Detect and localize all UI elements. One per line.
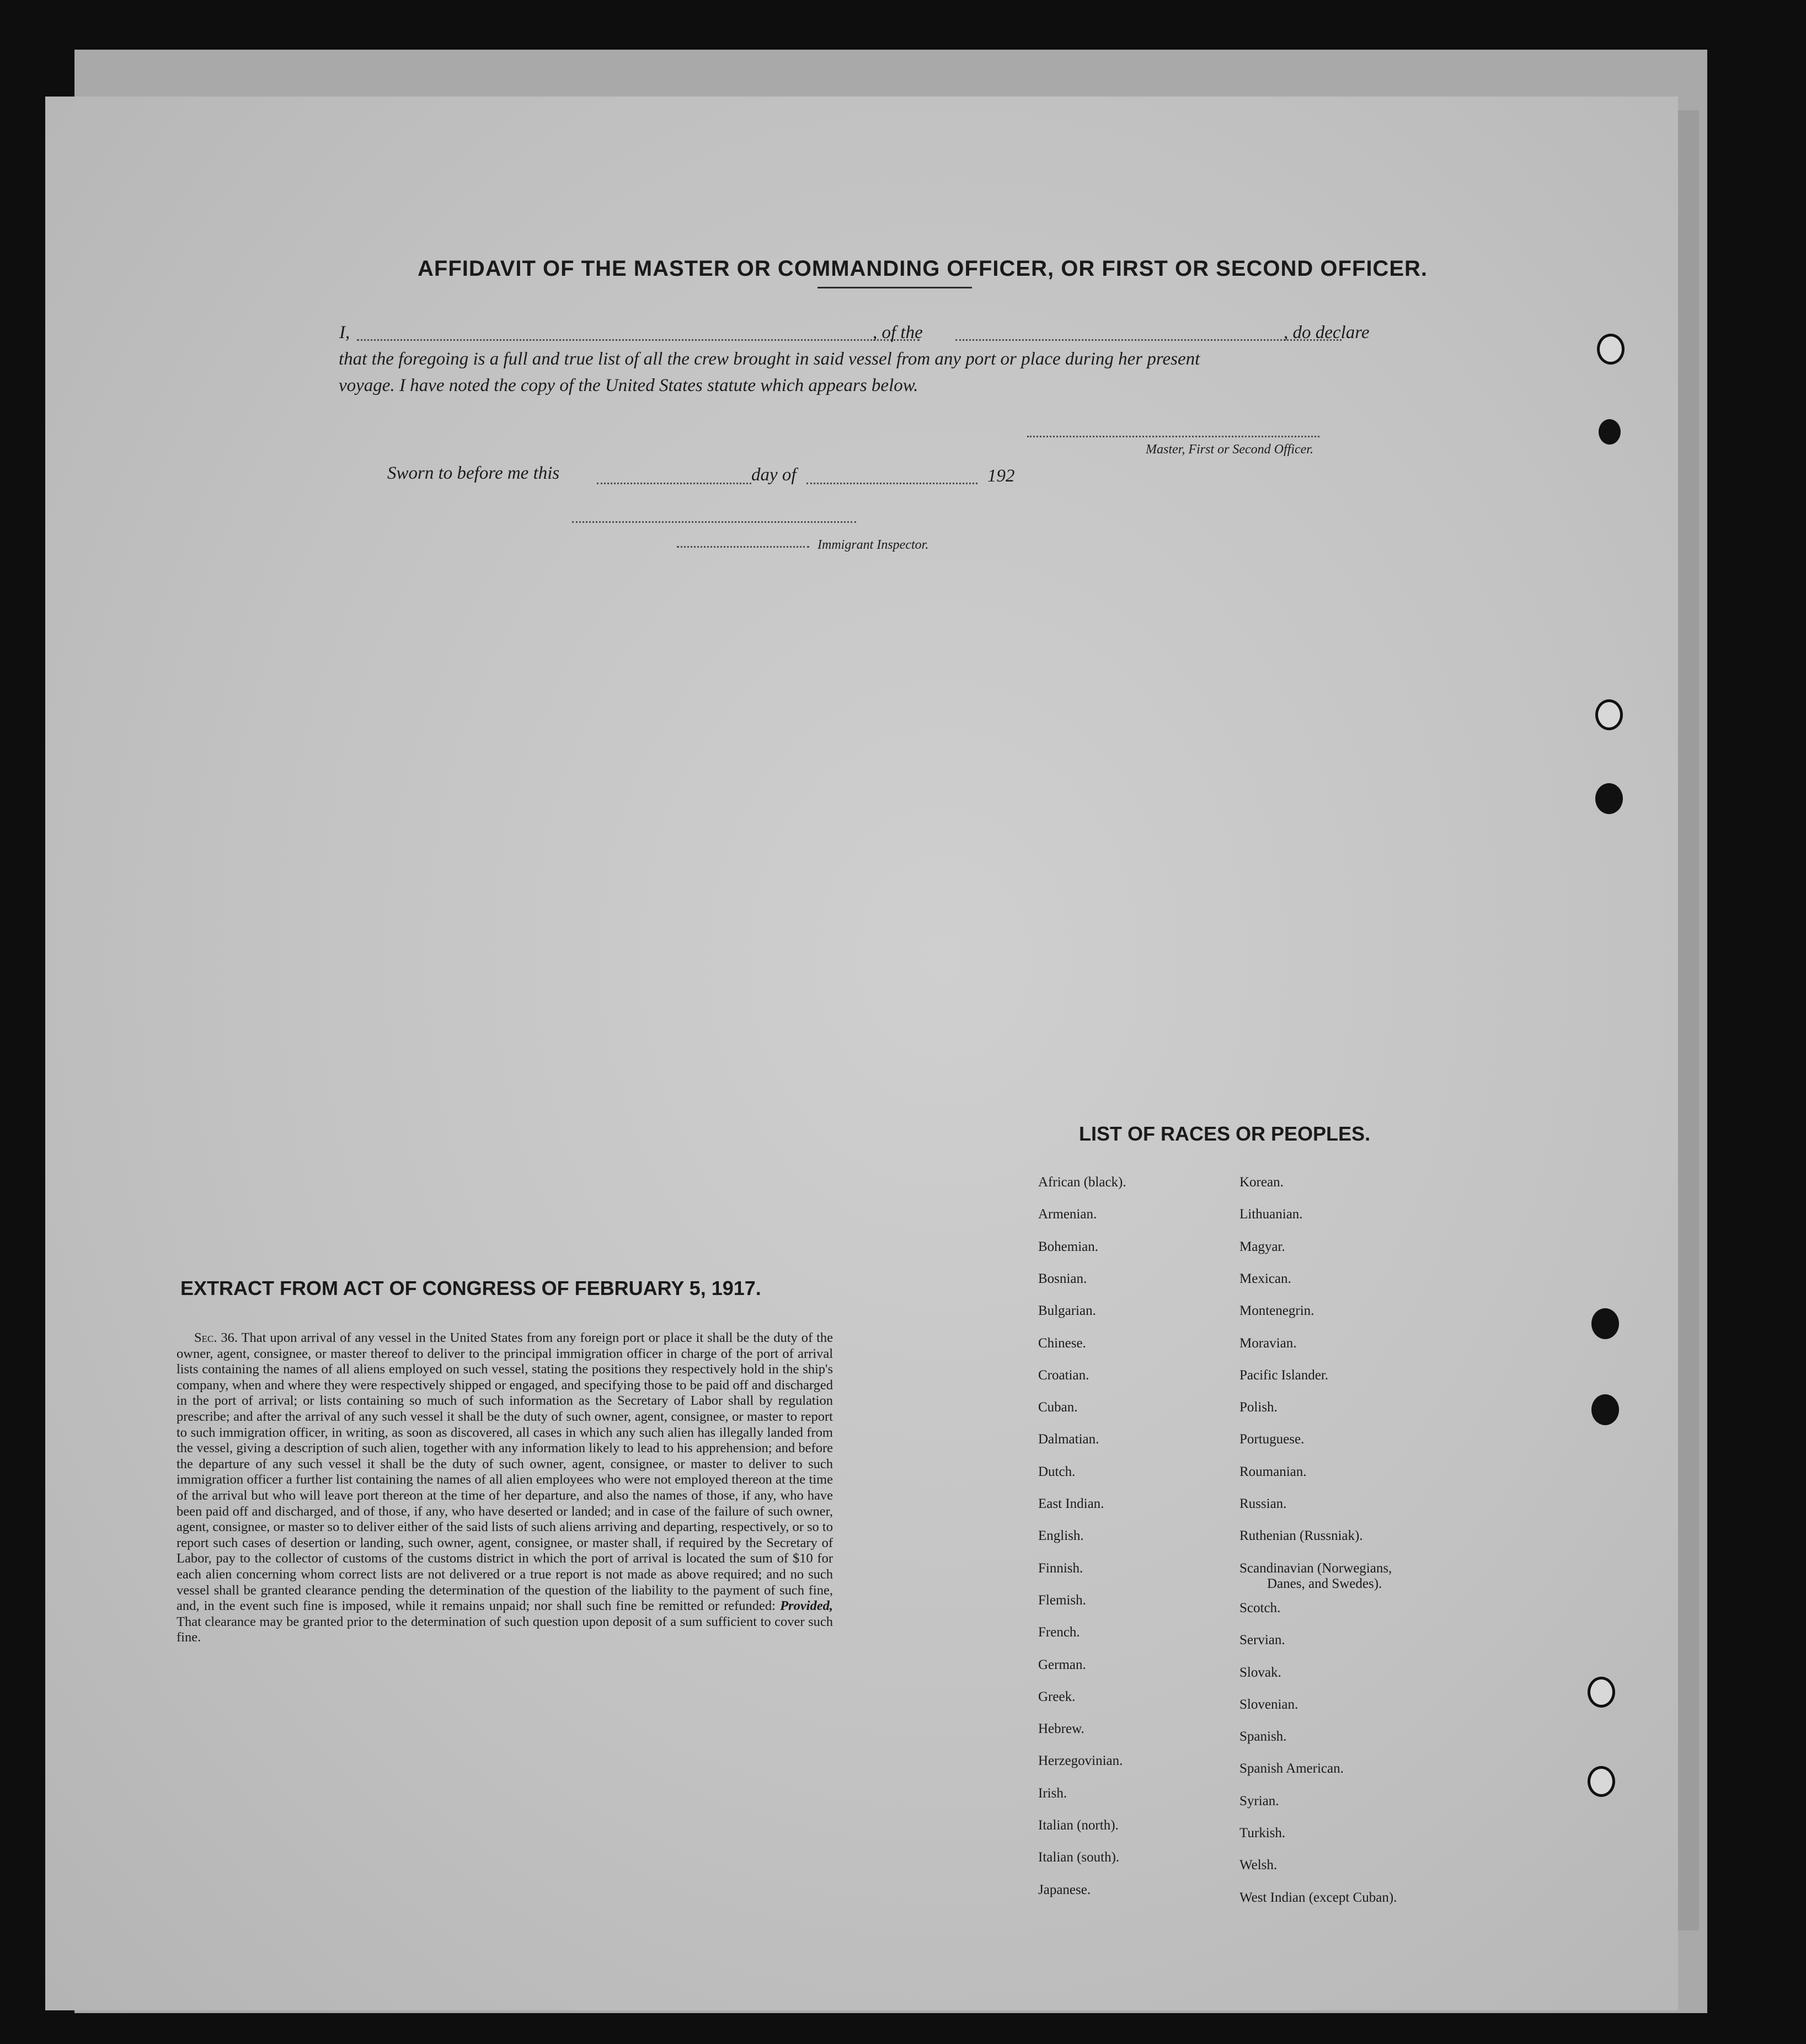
affidavit-declare: , do declare [1284, 323, 1370, 343]
race-item: Bosnian. [1038, 1271, 1087, 1286]
punch-hole [1595, 699, 1623, 730]
race-item: Cuban. [1038, 1400, 1078, 1415]
race-item: Portuguese. [1239, 1432, 1305, 1447]
race-item: Slovak. [1239, 1665, 1281, 1680]
race-item: French. [1038, 1625, 1080, 1640]
race-item: Scotch. [1239, 1600, 1281, 1615]
race-item: Moravian. [1239, 1335, 1297, 1351]
extract-title: EXTRACT FROM ACT OF CONGRESS OF FEBRUARY 5, 1917. [180, 1277, 761, 1299]
sworn-text: Sworn to before me this [387, 463, 560, 483]
statute-provided: Provided, [780, 1598, 833, 1614]
punch-hole [1588, 1766, 1615, 1797]
punch-hole [1588, 1677, 1615, 1708]
race-item: English. [1038, 1528, 1084, 1544]
punch-hole [1591, 1308, 1619, 1339]
affidavit-of-the: , of the [873, 323, 923, 343]
race-item: Irish. [1038, 1785, 1067, 1801]
punch-hole [1597, 334, 1625, 365]
race-item: Scandinavian (Norwegians, [1239, 1560, 1392, 1576]
race-item: German. [1038, 1657, 1086, 1672]
master-name-blank [357, 339, 920, 341]
day-blank [597, 483, 751, 484]
punch-hole [1591, 1394, 1619, 1425]
race-item: African (black). [1038, 1175, 1126, 1190]
race-item: Bohemian. [1038, 1239, 1099, 1254]
statute-body-b: That clearance may be granted prior to the determination of such question upon deposit of a sum sufficient to cover such fine. [177, 1614, 833, 1645]
race-item: Armenian. [1038, 1207, 1097, 1222]
title-underline [817, 287, 972, 288]
punch-hole [1599, 419, 1621, 445]
race-item: Welsh. [1239, 1858, 1278, 1873]
race-item: Finnish. [1038, 1560, 1083, 1576]
race-item: Mexican. [1239, 1271, 1291, 1286]
race-item: Herzegovinian. [1038, 1753, 1123, 1769]
year-text: 192 [987, 466, 1015, 486]
race-item: East Indian. [1038, 1496, 1104, 1511]
race-item: Italian (south). [1038, 1850, 1120, 1865]
race-item: Spanish. [1239, 1729, 1287, 1745]
race-item: Italian (north). [1038, 1818, 1119, 1833]
race-item: Turkish. [1239, 1826, 1286, 1840]
race-item: Dutch. [1038, 1464, 1076, 1479]
punch-hole [1595, 783, 1623, 814]
affidavit-line3: voyage. I have noted the copy of the United States statute which appears below. [339, 376, 918, 395]
month-blank [806, 483, 977, 484]
inspector-short-line [677, 546, 809, 548]
race-item: Montenegrin. [1239, 1303, 1315, 1319]
affidavit-i: I, [339, 323, 350, 343]
race-item: Japanese. [1038, 1882, 1091, 1897]
race-item: Slovenian. [1239, 1697, 1299, 1712]
master-label: Master, First or Second Officer. [1146, 442, 1313, 457]
race-item: Dalmatian. [1038, 1432, 1099, 1447]
inspector-signature-line [572, 521, 856, 523]
master-signature-line [1027, 436, 1319, 437]
affidavit-line2: that the foregoing is a full and true list of all the crew brought in said vessel from any port or place during her present [339, 349, 1200, 369]
inspector-label: Immigrant Inspector. [817, 538, 929, 552]
race-item: Chinese. [1038, 1335, 1086, 1351]
day-of-text: day of [751, 465, 797, 485]
race-item: Danes, and Swedes). [1267, 1576, 1382, 1591]
race-item: Magyar. [1239, 1239, 1285, 1254]
race-item: Syrian. [1239, 1793, 1279, 1808]
race-item: Servian. [1239, 1633, 1285, 1648]
race-item: Ruthenian (Russniak). [1239, 1528, 1363, 1544]
race-item: Pacific Islander. [1239, 1367, 1329, 1383]
race-item: Spanish American. [1239, 1761, 1344, 1777]
race-item: Flemish. [1038, 1592, 1086, 1608]
race-item: Hebrew. [1038, 1721, 1084, 1737]
race-item: Lithuanian. [1239, 1207, 1303, 1222]
race-item: Croatian. [1038, 1367, 1089, 1383]
statute-text [177, 1330, 833, 1646]
race-item: Bulgarian. [1038, 1303, 1096, 1319]
race-item: Greek. [1038, 1689, 1076, 1704]
race-item: Polish. [1239, 1400, 1278, 1415]
statute-body-a: That upon arrival of any vessel in the United States from any foreign port or place it shall be the duty of the owner, agent, consignee, or master thereof to deliver to the principal immigration officer in charge of the port of arrival lists containing the names of all aliens employed on such vessel, stating the positions they respectively hold in the ship's company, when and where they were respectively shipped or engaged, and specifying those to be paid off and discharged in the port of arrival; or lists containing so much of such information as the Secretary of Labor shall by regulation prescribe; and after the arrival of any such vessel it shall be the duty of such owner, agent, consignee, or master to report to such immigration officer, in writing, as soon as discovered, all cases in which any such alien has illegally landed from the vessel, giving a description of such alien, together with any information likely to lead to his apprehension; and before the departure of any such vessel it shall be the duty of such owner, agent, consignee, or master to deliver to such immigration officer a further list containing the names of all alien employees who were not employed thereon at the time of the arrival but who will leave port thereon at the time of her departure, and also the names of those, if any, who have been paid off and discharged, and of those, if any, who have deserted or landed; and in case of the failure of such owner, agent, consignee, or master so to deliver either of the said lists of such aliens arriving and departing, respectively, or so to report such cases of desertion or landing, such owner, agent, consignee, or master shall, if required by the Secretary of Labor, pay to the collector of customs of the customs district in which the port of arrival is located the sum of $10 for each alien concerning whom correct lists are not delivered or a true report is not made as above required; and no such vessel shall be granted clearance pending the determination of the question of the liability to the payment of such fine, and, in the event such fine is imposed, while it remains unpaid; nor shall such fine be remitted or refunded: [177, 1330, 833, 1614]
race-item: Korean. [1239, 1175, 1284, 1190]
section-label: Sec. 36. [194, 1330, 238, 1345]
affidavit-title: AFFIDAVIT OF THE MASTER OR COMMANDING OFFICER, OR FIRST OR SECOND OFFICER. [418, 256, 1428, 281]
race-item: West Indian (except Cuban). [1239, 1890, 1397, 1905]
manifest-page [45, 97, 1678, 2010]
race-item: Roumanian. [1239, 1464, 1307, 1479]
race-item: Russian. [1239, 1496, 1287, 1511]
races-title: LIST OF RACES OR PEOPLES. [1079, 1122, 1371, 1145]
